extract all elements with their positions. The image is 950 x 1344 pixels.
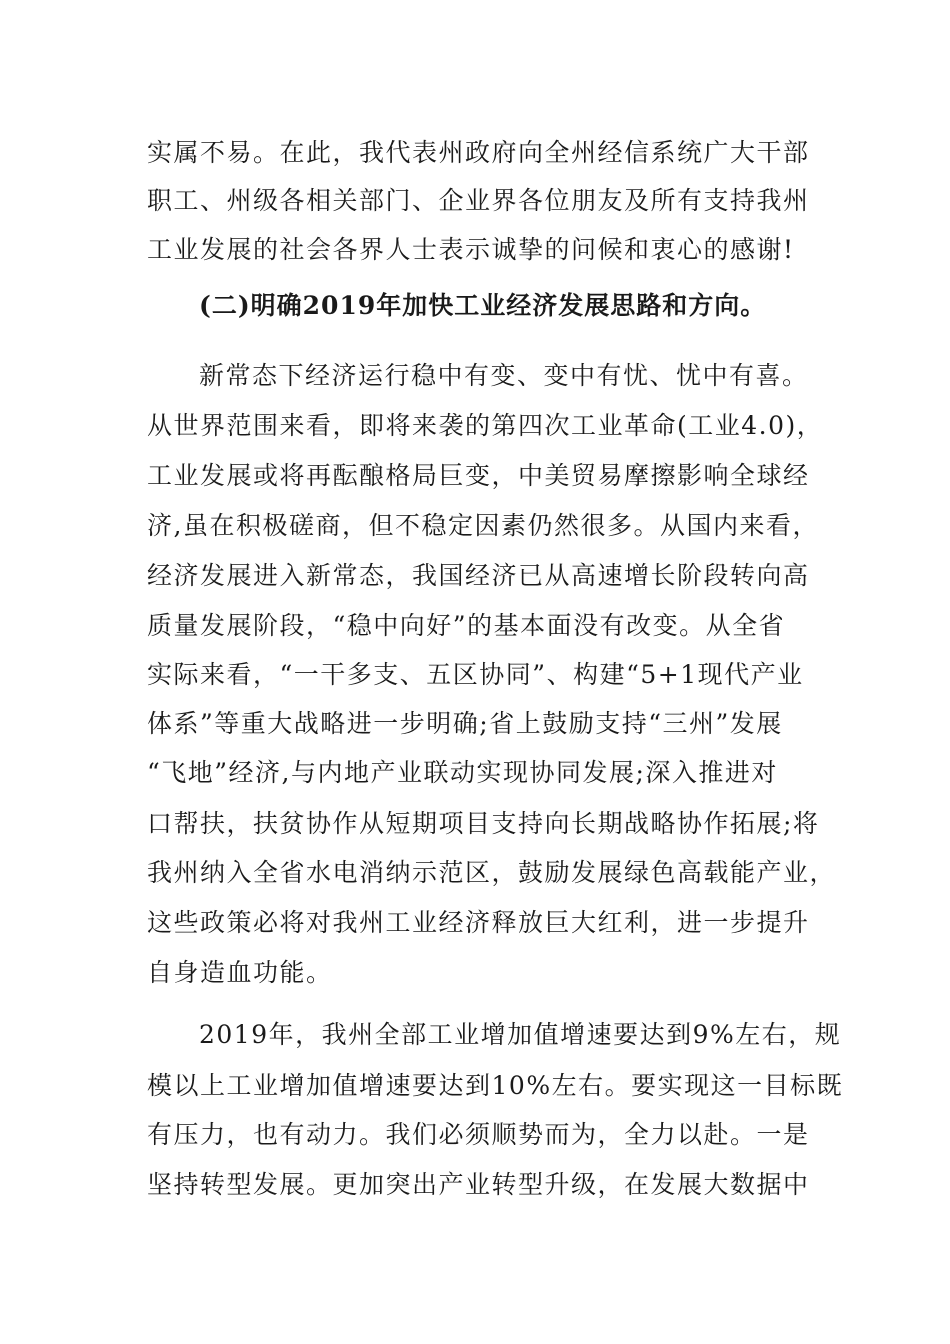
- body-text-line: 我州纳入全省水电消纳示范区，鼓励发展绿色高载能产业，: [147, 858, 837, 887]
- body-text-line: 工业发展或将再酝酿格局巨变，中美贸易摩擦影响全球经: [147, 461, 810, 490]
- body-text-line: 实际来看，“一干多支、五区协同”、构建“5+1现代产业: [147, 660, 804, 689]
- body-text-line: 从世界范围来看，即将来袭的第四次工业革命(工业4.0)，: [147, 411, 824, 440]
- body-text-line: 有压力，也有动力。我们必须顺势而为，全力以赴。一是: [147, 1120, 810, 1149]
- paragraph-first-line: 2019年，我州全部工业增加值增速要达到9%左右，规: [199, 1020, 842, 1049]
- body-text-line: “飞地”经济,与内地产业联动实现协同发展;深入推进对: [147, 758, 778, 787]
- body-text-line: 这些政策必将对我州工业经济释放巨大红利，进一步提升: [147, 908, 810, 937]
- body-text-line: 济,虽在积极磋商，但不稳定因素仍然很多。从国内来看，: [147, 511, 819, 540]
- paragraph-first-line: 新常态下经济运行稳中有变、变中有忧、忧中有喜。: [199, 361, 809, 390]
- body-text-line: 体系”等重大战略进一步明确;省上鼓励支持“三州”发展: [147, 709, 783, 738]
- body-text-line: 口帮扶，扶贫协作从短期项目支持向长期战略协作拓展;将: [147, 809, 820, 838]
- body-text-line: 质量发展阶段，“稳中向好”的基本面没有改变。从全省: [147, 611, 786, 640]
- body-text-line: 经济发展进入新常态，我国经济已从高速增长阶段转向高: [147, 561, 810, 590]
- body-text-line: 职工、州级各相关部门、企业界各位朋友及所有支持我州: [147, 186, 810, 215]
- section-heading: (二)明确2019年加快工业经济发展思路和方向。: [199, 291, 767, 320]
- body-text-line: 实属不易。在此，我代表州政府向全州经信系统广大干部: [147, 138, 810, 167]
- body-text-line: 模以上工业增加值增速要达到10%左右。要实现这一目标既: [147, 1071, 844, 1100]
- body-text-line: 坚持转型发展。更加突出产业转型升级，在发展大数据中: [147, 1170, 810, 1199]
- body-text-line: 工业发展的社会各界人士表示诚挚的问候和衷心的感谢!: [147, 235, 795, 264]
- body-text-line: 自身造血功能。: [147, 958, 333, 987]
